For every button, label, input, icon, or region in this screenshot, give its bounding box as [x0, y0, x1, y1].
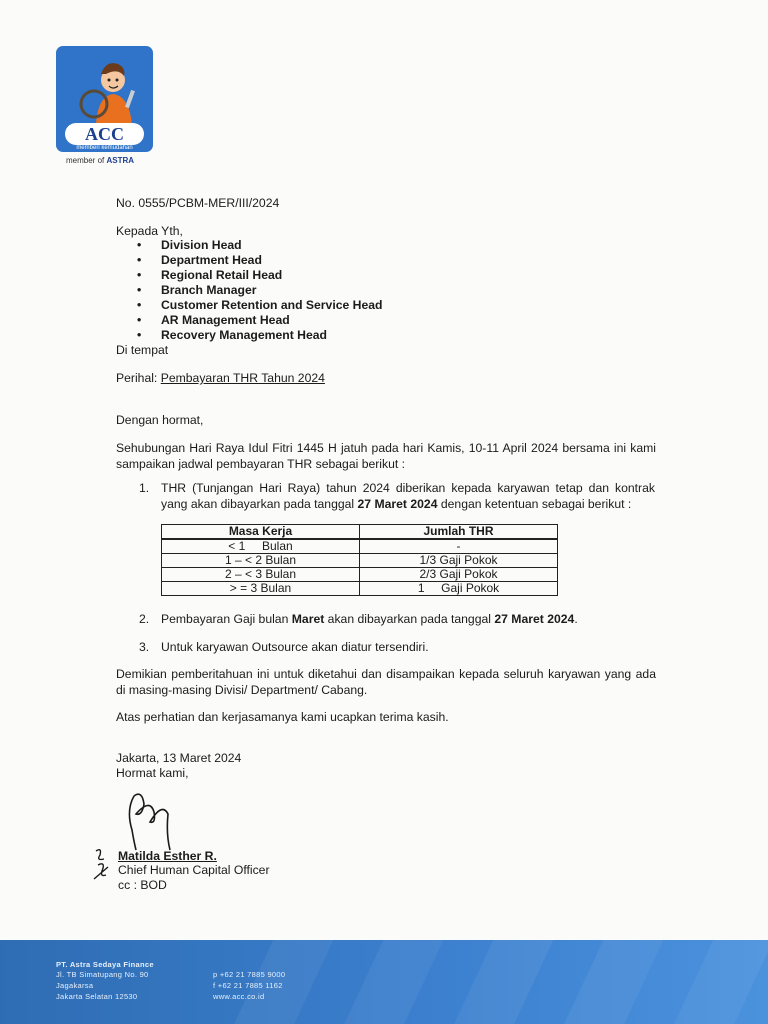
initial-mark [92, 845, 114, 881]
recipient-item: • Department Head [137, 253, 262, 267]
table-row: 2 – < 3 Bulan 2/3 Gaji Pokok [162, 568, 558, 582]
member-of-astra: member of ASTRA [66, 156, 135, 165]
table-row: > = 3 Bulan 1 Gaji Pokok [162, 582, 558, 596]
item2-text: Pembayaran Gaji bulan Maret akan dibayarkan pada tanggal 27 Maret 2024. [161, 612, 578, 626]
recipient-item: • AR Management Head [137, 313, 290, 327]
recipient-item: • Recovery Management Head [137, 328, 327, 342]
letter-number: No. 0555/PCBM-MER/III/2024 [116, 196, 280, 210]
regards: Hormat kami, [116, 766, 189, 780]
footer-band [0, 940, 768, 1024]
item-number: 3. [139, 640, 150, 654]
signer-title: Chief Human Capital Officer [118, 863, 270, 877]
recipient-item: • Division Head [137, 238, 242, 252]
logo-tagline: memberi kemudahan [76, 145, 133, 151]
subject-text: Pembayaran THR Tahun 2024 [160, 371, 325, 385]
acc-wordmark: ACC [65, 123, 144, 145]
cc-line: cc : BOD [118, 878, 167, 892]
di-tempat: Di tempat [116, 343, 169, 357]
col-masa-kerja: Masa Kerja [162, 525, 360, 540]
signer-name: Matilda Esther R. [118, 849, 217, 863]
thanks-line: Atas perhatian dan kerjasamanya kami ucapkan terima kasih. [116, 710, 449, 724]
signature-mark [112, 790, 192, 854]
recipient-item: • Customer Retention and Service Head [137, 298, 383, 312]
place-date: Jakarta, 13 Maret 2024 [116, 751, 242, 765]
item-number: 2. [139, 612, 150, 626]
intro-paragraph: Sehubungan Hari Raya Idul Fitri 1445 H jatuh pada hari Kamis, 10-11 April 2024 bersama ini kami sampaikan jadwal pembayaran THR sebagai berikut : [116, 441, 656, 471]
footer-fax: f +62 21 7885 1162 [213, 981, 283, 990]
recipient-item: • Branch Manager [137, 283, 257, 297]
item1-text: THR (Tunjangan Hari Raya) tahun 2024 diberikan kepada karyawan tetap dan kontrak yang akan dibayarkan pada tanggal 27 Maret 2024 dengan ketentuan sebagai berikut : [161, 481, 655, 511]
col-jumlah-thr: Jumlah THR [360, 525, 558, 540]
footer-address-line: Jakarta Selatan 12530 [56, 992, 138, 1001]
footer-phone: p +62 21 7885 9000 [213, 970, 286, 979]
footer-address-line: Jl. TB Simatupang No. 90 [56, 970, 149, 979]
thr-table [161, 524, 558, 596]
recipient-list [137, 238, 382, 343]
table-row: < 1 Bulan - [162, 539, 558, 554]
footer-company: PT. Astra Sedaya Finance [56, 960, 154, 969]
footer-website: www.acc.co.id [213, 992, 265, 1001]
greeting: Dengan hormat, [116, 413, 204, 427]
mascot-icon [56, 46, 153, 126]
closing-paragraph: Demikian pemberitahuan ini untuk diketahui dan disampaikan kepada seluruh karyawan yang ada di masing-masing Divisi/ Department/ Cabang. [116, 667, 656, 697]
recipient-item: • Regional Retail Head [137, 268, 283, 282]
item-number: 1. [139, 481, 150, 495]
table-row: 1 – < 2 Bulan 1/3 Gaji Pokok [162, 554, 558, 568]
acc-logo [56, 46, 153, 152]
to-line: Kepada Yth, [116, 224, 183, 238]
footer-address-line: Jagakarsa [56, 981, 94, 990]
subject-line: Perihal: Pembayaran THR Tahun 2024 [116, 371, 325, 385]
item3-text: Untuk karyawan Outsource akan diatur tersendiri. [161, 640, 429, 654]
table-header-row [162, 525, 558, 540]
